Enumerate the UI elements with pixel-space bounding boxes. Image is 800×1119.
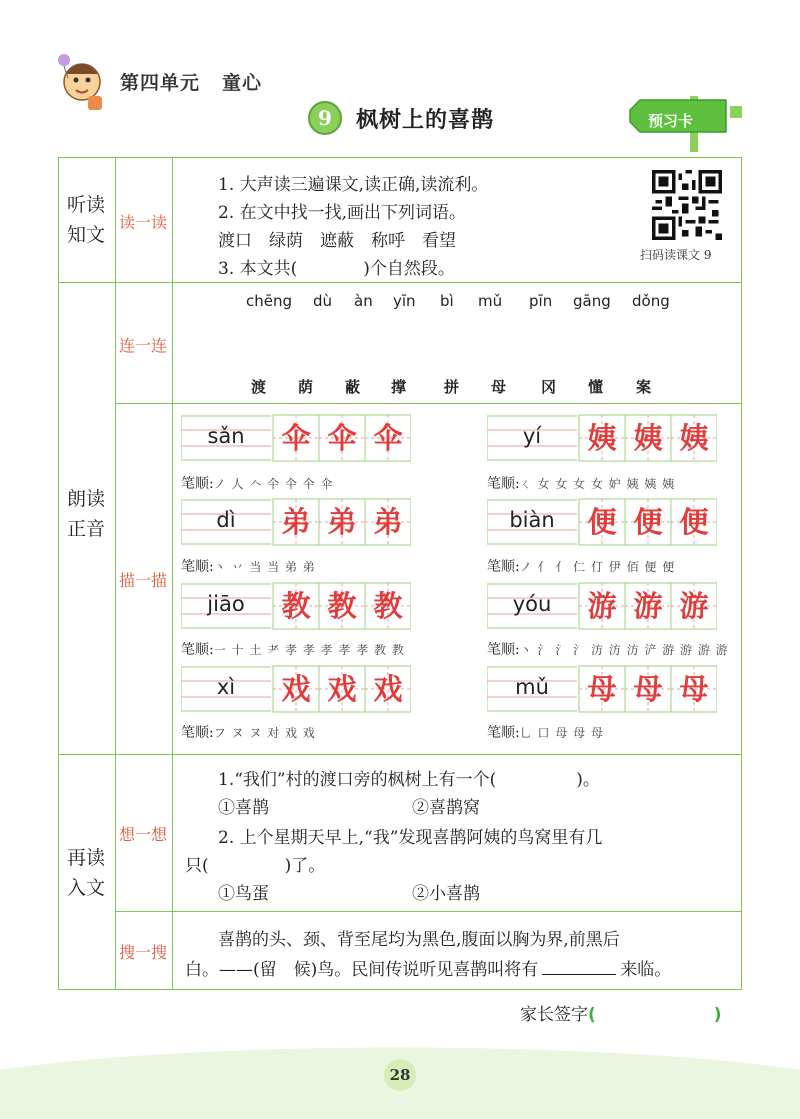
stroke-sequence: 乚 口 母 母 母 (519, 726, 604, 740)
preview-card-label: 预习卡 (648, 112, 694, 130)
trace-char[interactable]: 便 (633, 505, 663, 539)
category-line: 知文 (66, 224, 105, 246)
hanzi-option[interactable]: 懂 (588, 378, 604, 396)
instruction-3 (218, 254, 455, 279)
pinyin-cell (181, 582, 271, 630)
qr-caption: 扫码读课文 9 (640, 248, 712, 262)
divider (115, 403, 742, 404)
category-listen (58, 190, 114, 250)
trace-char[interactable]: 便 (587, 505, 617, 539)
activity-read: 读一读 (118, 213, 167, 232)
pinyin-option[interactable]: mǔ (478, 292, 503, 310)
trace-char[interactable]: 教 (281, 589, 311, 623)
trace-char[interactable]: 姨 (633, 421, 663, 455)
hanzi-option[interactable]: 蔽 (345, 378, 361, 396)
parent-signature-label: 家长签字 (520, 1005, 588, 1025)
activity-think: 想一想 (118, 825, 167, 844)
stroke-order (487, 556, 675, 576)
bracket: ( (588, 1005, 596, 1025)
pinyin-option[interactable]: bì (440, 292, 454, 310)
instruction-2: 2. 在文中找一找,画出下列词语。 (218, 203, 467, 223)
qr-code-icon[interactable] (652, 170, 722, 240)
question-text: 只( (185, 856, 209, 876)
category-line: 再读 (66, 847, 105, 869)
stroke-label: 笔顺: (181, 725, 214, 741)
trace-char[interactable]: 母 (679, 672, 709, 706)
trace-char[interactable]: 戏 (281, 672, 311, 706)
question-text: )了。 (284, 856, 326, 876)
mascot-icon (52, 48, 108, 112)
pinyin-cell (487, 498, 577, 546)
activity-search: 搜一搜 (118, 943, 167, 962)
bracket: ) (713, 1005, 722, 1025)
divider (58, 282, 742, 283)
stroke-sequence: ノ 亻 亻 仁 仃 伊 佰 便 便 (519, 560, 676, 574)
pinyin-text: jiāo (207, 592, 245, 616)
pinyin-option[interactable]: yīn (393, 292, 416, 310)
trace-char[interactable]: 游 (679, 589, 709, 623)
pinyin-cell (487, 582, 577, 630)
stroke-sequence: 丶 氵 氵 氵 汸 汸 汸 浐 游 游 游 游 (519, 643, 729, 657)
answer-blank[interactable] (542, 960, 616, 975)
question-text: 1.“我们”村的渡口旁的枫树上有一个( (218, 770, 497, 790)
pinyin-option[interactable]: dù (313, 292, 333, 310)
pinyin-text: yóu (512, 592, 552, 616)
hanzi-option[interactable]: 撑 (391, 378, 407, 396)
pinyin-cell (181, 498, 271, 546)
trace-char[interactable]: 伞 (327, 421, 357, 455)
trace-char[interactable]: 伞 (281, 421, 311, 455)
paragraph-count-suffix: )个自然段。 (363, 259, 455, 279)
question-2-cont (185, 851, 325, 876)
page-number: 28 (384, 1059, 416, 1091)
trace-char[interactable]: 便 (679, 505, 709, 539)
unit-number: 第四单元 (120, 72, 201, 94)
hanzi-option[interactable]: 冈 (541, 378, 557, 396)
option[interactable]: ①鸟蛋 (218, 884, 269, 904)
unit-heading (120, 68, 284, 95)
stroke-sequence: ノ 人 𠆢 仐 仐 仐 伞 (213, 477, 334, 491)
trace-char[interactable]: 弟 (281, 505, 311, 539)
question-1 (218, 765, 600, 790)
trace-char[interactable]: 姨 (587, 421, 617, 455)
question-text: )。 (576, 770, 600, 790)
hanzi-option[interactable]: 荫 (298, 378, 314, 396)
pinyin-text: sǎn (207, 424, 245, 448)
trace-char[interactable]: 游 (587, 589, 617, 623)
stroke-label: 笔顺: (181, 559, 214, 575)
pinyin-text: mǔ (515, 675, 549, 699)
divider (115, 911, 742, 912)
trace-char[interactable]: 伞 (373, 421, 403, 455)
option[interactable]: ②喜鹊窝 (412, 798, 480, 818)
activity-connect: 连一连 (118, 336, 167, 355)
trace-char[interactable]: 教 (373, 589, 403, 623)
trace-char[interactable]: 弟 (373, 505, 403, 539)
trace-char[interactable]: 弟 (327, 505, 357, 539)
stroke-label: 笔顺: (487, 476, 520, 492)
hanzi-option[interactable]: 母 (491, 378, 507, 396)
stroke-order (487, 473, 675, 493)
trace-char[interactable]: 母 (633, 672, 663, 706)
pinyin-option[interactable]: dǒng (632, 292, 670, 310)
unit-theme: 童心 (222, 72, 263, 94)
stroke-order (181, 722, 316, 742)
stroke-sequence: 一 十 土 耂 孝 孝 孝 孝 孝 教 教 (213, 643, 405, 657)
lesson-title: 枫树上的喜鹊 (356, 108, 495, 133)
pinyin-option[interactable]: àn (354, 292, 373, 310)
option[interactable]: ②小喜鹊 (412, 884, 480, 904)
paragraph-text: 白。——(留 候)鸟。民间传说听见喜鹊叫将有 (185, 960, 539, 980)
hanzi-option[interactable]: 案 (636, 378, 652, 396)
pinyin-option[interactable]: pīn (529, 292, 553, 310)
trace-char[interactable]: 游 (633, 589, 663, 623)
stroke-order (487, 722, 604, 742)
lesson-number-badge: 9 (308, 101, 342, 135)
instruction-1: 1. 大声读三遍课文,读正确,读流利。 (218, 175, 489, 195)
stroke-label: 笔顺: (487, 559, 520, 575)
stroke-label: 笔顺: (181, 476, 214, 492)
word-list: 渡口 绿荫 遮蔽 称呼 看望 (218, 231, 456, 251)
divider (58, 754, 742, 755)
trace-char[interactable]: 戏 (373, 672, 403, 706)
pinyin-option[interactable]: chēng (246, 292, 293, 310)
option[interactable]: ①喜鹊 (218, 798, 269, 818)
stroke-label: 笔顺: (181, 642, 214, 658)
category-line: 正音 (66, 518, 105, 540)
pinyin-text: xì (216, 675, 236, 699)
category-line: 听读 (66, 194, 105, 216)
pinyin-text: dì (216, 508, 236, 532)
stroke-sequence: 丶 丷 当 当 弟 弟 (213, 560, 316, 574)
category-line: 入文 (66, 877, 105, 899)
pinyin-cell (487, 414, 577, 462)
pinyin-cell (181, 665, 271, 713)
trace-char[interactable]: 教 (327, 589, 357, 623)
pinyin-cell (487, 665, 577, 713)
activity-trace: 描一描 (118, 571, 167, 590)
stroke-order (181, 639, 405, 659)
paragraph-count-prefix: 3. 本文共( (218, 259, 298, 279)
pinyin-text: biàn (509, 508, 555, 532)
hanzi-option[interactable]: 渡 (251, 378, 267, 396)
stroke-order (181, 556, 316, 576)
trace-char[interactable]: 戏 (327, 672, 357, 706)
category-read-aloud (58, 484, 114, 544)
pinyin-cell (181, 414, 271, 462)
paragraph-text: 来临。 (620, 960, 672, 980)
search-paragraph-line2 (185, 955, 671, 980)
category-line: 朗读 (66, 488, 105, 510)
category-reread (58, 843, 114, 903)
stroke-label: 笔顺: (487, 725, 520, 741)
parent-signature (520, 1000, 722, 1025)
stroke-sequence: ㄑ 女 女 女 女 妒 姨 姨 姨 (519, 477, 676, 491)
question-2: 2. 上个星期天早上,“我”发现喜鹊阿姨的鸟窝里有几 (218, 828, 603, 848)
trace-char[interactable]: 母 (587, 672, 617, 706)
pinyin-option[interactable]: gāng (573, 292, 611, 310)
stroke-sequence: フ ヌ ヌ 对 戏 戏 (213, 726, 316, 740)
stroke-label: 笔顺: (487, 642, 520, 658)
trace-char[interactable]: 姨 (679, 421, 709, 455)
hanzi-option[interactable]: 拼 (444, 378, 460, 396)
stroke-order (181, 473, 334, 493)
search-paragraph-line1: 喜鹊的头、颈、背至尾均为黑色,腹面以胸为界,前黑后 (218, 930, 620, 950)
pinyin-text: yí (522, 424, 542, 448)
stroke-order (487, 639, 729, 659)
